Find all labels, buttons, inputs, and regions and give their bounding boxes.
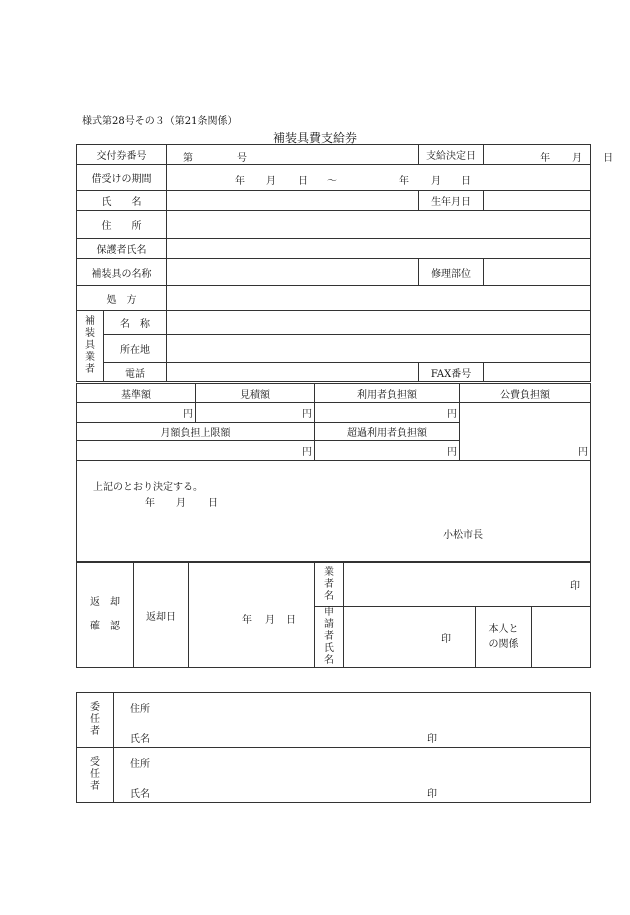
excess-burden-field[interactable] [315, 441, 460, 461]
tilde-text: 〜 [327, 176, 337, 187]
name-field[interactable] [167, 191, 419, 211]
decision-date-label: 支給決定日 [419, 145, 484, 165]
monthly-cap-label: 月額負担上限額 [77, 423, 315, 441]
return-date-label: 返却日 [134, 563, 189, 668]
seal-mark: 印 [427, 789, 437, 800]
repair-part-label: 修理部位 [419, 259, 484, 286]
delegator-label: 委 任 者 [77, 693, 114, 748]
form-number: 様式第28号その３（第21条関係） [82, 116, 238, 127]
decision-date-field[interactable] [484, 145, 614, 165]
decision-day: 日 [603, 153, 614, 164]
device-name-field[interactable] [167, 259, 419, 286]
seal-mark: 印 [427, 734, 437, 745]
vendor-name-label: 名 称 [104, 311, 167, 335]
estimate-field[interactable] [196, 403, 315, 423]
lease-month-end: 月 [431, 176, 441, 187]
vendor-location-field[interactable] [167, 335, 591, 363]
user-burden-label: 利用者負担額 [315, 384, 460, 403]
vendor-sign-field[interactable] [344, 563, 591, 607]
vendor-phone-label: 電話 [104, 363, 167, 382]
main-form [76, 144, 614, 382]
delegatee-address-label: 住所 [130, 759, 150, 770]
decision-month: 月 [572, 153, 583, 164]
vendor-fax-label: FAX番号 [419, 363, 484, 382]
decision-year-label: 年 [145, 498, 155, 509]
public-burden-field[interactable] [460, 403, 591, 461]
prescription-field[interactable] [167, 286, 591, 311]
dai-text: 第 [183, 153, 193, 164]
seal-mark: 印 [570, 581, 580, 592]
return-table [76, 562, 591, 668]
delegatee-field[interactable] [114, 748, 591, 803]
guardian-field[interactable] [167, 239, 591, 259]
lease-period-field[interactable] [167, 165, 591, 191]
public-burden-label: 公費負担額 [460, 384, 591, 403]
seal-mark: 印 [441, 633, 451, 645]
birthdate-label: 生年月日 [419, 191, 484, 211]
issue-number-label: 交付券番号 [77, 145, 167, 165]
issuer-name: 小松市長 [443, 530, 483, 541]
vendor-location-label: 所在地 [104, 335, 167, 363]
relation-label: 本人と の関係 [476, 607, 532, 668]
address-field[interactable] [167, 211, 591, 239]
yen-unit: 円 [183, 409, 193, 420]
yen-unit: 円 [302, 447, 312, 458]
base-amount-label: 基準額 [77, 384, 196, 403]
yen-unit: 円 [447, 409, 457, 420]
decision-month-label: 月 [176, 498, 186, 509]
yen-unit: 円 [447, 447, 457, 458]
monthly-cap-field[interactable] [77, 441, 315, 461]
decision-box [76, 460, 591, 562]
return-confirm-label: 返 却 確 認 [77, 563, 134, 668]
vendor-name-field[interactable] [167, 311, 591, 335]
applicant-sign-field[interactable] [344, 607, 476, 668]
lease-period-label: 借受けの期間 [77, 165, 167, 191]
yen-unit: 円 [302, 409, 312, 420]
decision-statement: 上記のとおり決定する。 [93, 482, 203, 493]
excess-burden-label: 超過利用者負担額 [315, 423, 460, 441]
lease-year-end: 年 [399, 176, 409, 187]
go-text: 号 [237, 153, 247, 164]
device-name-label: 補装具の名称 [77, 259, 167, 286]
lease-day-end: 日 [461, 176, 471, 187]
delegator-field[interactable] [114, 693, 591, 748]
lease-month-start: 月 [266, 176, 276, 187]
issue-number-field[interactable] [167, 145, 419, 165]
vendor-group-label: 補 装 具 業 者 [77, 311, 104, 382]
vendor-fax-field[interactable] [484, 363, 591, 382]
amount-table [76, 383, 591, 461]
delegatee-label: 受 任 者 [77, 748, 114, 803]
vendor-name-sign-label: 業 者 名 [315, 563, 344, 607]
delegation-table [76, 692, 591, 803]
return-date-field[interactable] [189, 563, 315, 668]
applicant-name-label: 申 請 者 氏 名 [315, 607, 344, 668]
return-year: 年 [242, 615, 252, 626]
address-label: 住 所 [77, 211, 167, 239]
lease-year-start: 年 [235, 176, 245, 187]
vendor-phone-field[interactable] [167, 363, 419, 382]
page-title: 補装具費支給券 [272, 131, 357, 145]
estimate-label: 見積額 [196, 384, 315, 403]
lease-day-start: 日 [298, 176, 308, 187]
yen-unit: 円 [578, 447, 588, 458]
base-amount-field[interactable] [77, 403, 196, 423]
return-day: 日 [286, 615, 296, 626]
repair-part-field[interactable] [484, 259, 591, 286]
birthdate-field[interactable] [484, 191, 591, 211]
return-month: 月 [265, 615, 275, 626]
prescription-label: 処 方 [77, 286, 167, 311]
guardian-label: 保護者氏名 [77, 239, 167, 259]
decision-day-label: 日 [208, 498, 218, 509]
delegatee-name-label: 氏名 [130, 789, 150, 800]
name-label: 氏 名 [77, 191, 167, 211]
delegator-address-label: 住所 [130, 704, 150, 715]
relation-field[interactable] [532, 607, 591, 668]
decision-year: 年 [540, 153, 551, 164]
delegator-name-label: 氏名 [130, 734, 150, 745]
user-burden-field[interactable] [315, 403, 460, 423]
